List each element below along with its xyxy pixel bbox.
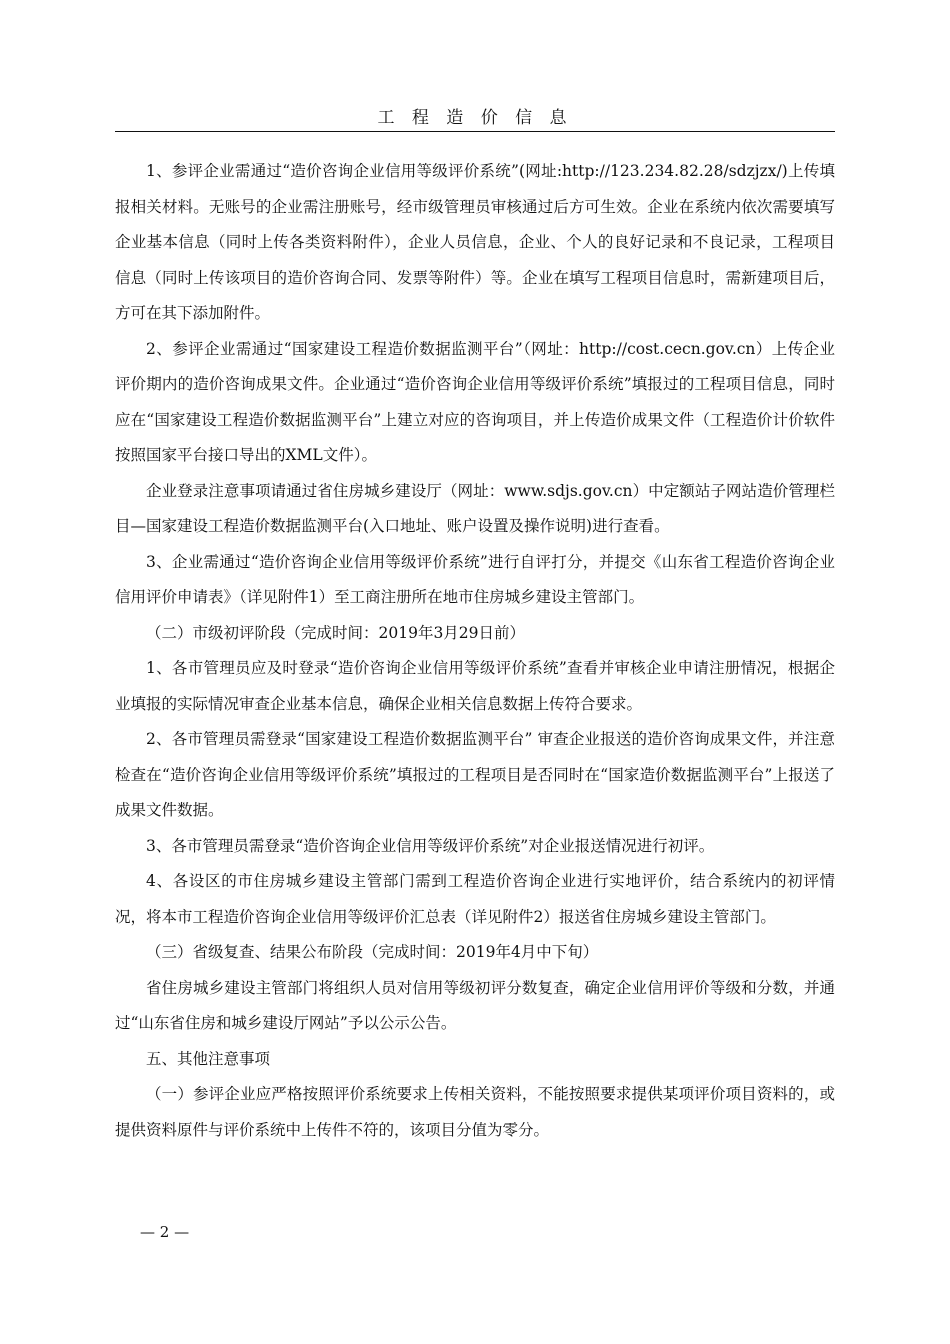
paragraph-city-review-4: 4、各设区的市住房城乡建设主管部门需到工程造价咨询企业进行实地评价，结合系统内的初评情况，将本市工程造价咨询企业信用等级评价汇总表（详见附件2）报送省住房城乡建设主管部门。 <box>115 872 835 926</box>
section-heading-city-review: （二）市级初评阶段（完成时间：2019年3月29日前） <box>146 623 526 642</box>
header-rule <box>115 131 835 132</box>
paragraph-province-review: 省住房城乡建设主管部门将组织人员对信用等级初评分数复查，确定企业信用评价等级和分数，并通过“山东省住房和城乡建设厅网站”予以公示公告。 <box>115 978 835 1032</box>
page-number: — 2 — <box>140 1223 190 1241</box>
paragraph-city-review-1: 1、各市管理员应及时登录“造价咨询企业信用等级评价系统”查看并审核企业申请注册情况，根据企业填报的实际情况审查企业基本信息，确保企业相关信息数据上传符合要求。 <box>115 659 835 713</box>
section-heading-province-review: （三）省级复查、结果公布阶段（完成时间：2019年4月中下旬） <box>146 943 599 961</box>
document-body <box>115 154 835 1148</box>
paragraph-city-review-2: 2、各市管理员需登录“国家建设工程造价数据监测平台” 审查企业报送的造价咨询成果文件，并注意检查在“造价咨询企业信用等级评价系统”填报过的工程项目是否同时在“国家造价数据监测平台”上报送了成果文件数据。 <box>115 730 835 819</box>
paragraph-other-notes-1: （一）参评企业应严格按照评价系统要求上传相关资料，不能按照要求提供某项评价项目资料的，或提供资料原件与评价系统中上传件不符的，该项目分值为零分。 <box>115 1085 835 1139</box>
paragraph-step1-upload: 1、参评企业需通过“造价咨询企业信用等级评价系统”(网址:http://123.234.82.28/sdzjzx/)上传填报相关材料。无账号的企业需注册账号，经市级管理员审核通过后方可生效。企业在系统内依次需要填写企业基本信息（同时上传各类资料附件），企业人员信息，企业、个人的良好记录和不良记录，工程项目信息（同时上传该项目的造价咨询合同、发票等附件）等。企业在填写工程项目信息时，需新建项目后，方可在其下添加附件。 <box>115 162 835 322</box>
running-header-title: 工 程 造 价 信 息 <box>377 108 573 128</box>
paragraph-city-review-3: 3、各市管理员需登录“造价咨询企业信用等级评价系统”对企业报送情况进行初评。 <box>146 836 715 855</box>
paragraph-step2-platform: 2、参评企业需通过“国家建设工程造价数据监测平台”（网址：http://cost.cecn.gov.cn）上传企业评价期内的造价咨询成果文件。企业通过“造价咨询企业信用等级评价系统”填报过的工程项目信息，同时应在“国家建设工程造价数据监测平台”上建立对应的咨询项目，并上传造价成果文件（工程造价计价软件按照国家平台接口导出的XML文件）。 <box>115 339 835 464</box>
section-heading-other-notes: 五、其他注意事项 <box>146 1049 271 1068</box>
paragraph-login-notes: 企业登录注意事项请通过省住房城乡建设厅（网址：www.sdjs.gov.cn）中定额站子网站造价管理栏目—国家建设工程造价数据监测平台(入口地址、账户设置及操作说明)进行查看。 <box>115 481 835 535</box>
paragraph-step3-self-evaluation: 3、企业需通过“造价咨询企业信用等级评价系统”进行自评打分，并提交《山东省工程造价咨询企业信用评价申请表》（详见附件1）至工商注册所在地市住房城乡建设主管部门。 <box>115 552 835 606</box>
